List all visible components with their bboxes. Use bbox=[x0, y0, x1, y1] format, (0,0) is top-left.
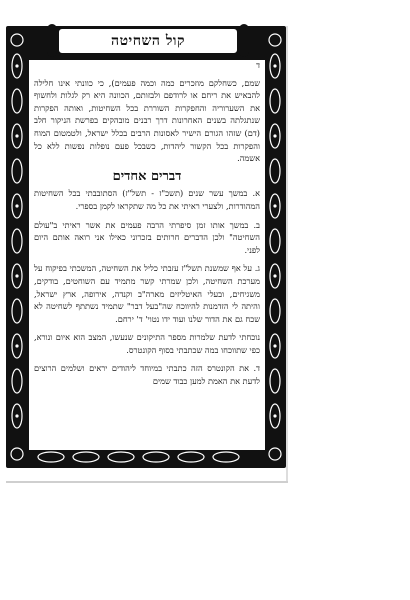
intro-paragraph: שמם, כשחלקם מוזכרים כמה וכמה פעמים), כי כוונתי אינו חלילה להבאיש את ריחם או לרודפם ולבזותם, הכוונה היא רק לגלות ולחשוף את השערוריה והחפקרות השוררת בכל השחיטות, ואותה הפקרות שנתגלתה בשנים האחרונות דרך רבנים מובהקים בפרשת הניקור חלב (דם) שזהו הגורם הישיר לאסונות הרבים בכלל ישראל, ולטמטום המוח והפקרות בכל הקשור ליהדות, כשבכל פעם נופלות נפשות ללא כל אשמה. bbox=[34, 77, 260, 164]
item-note: נוכחתי לדעת שלמרות מספר התיקונים שנעשו, המצב הוא איום ונורא, כפי שתווכחו במה שכתבתי בסוף הקונטרס. bbox=[34, 332, 260, 355]
bottom-ornaments bbox=[38, 452, 239, 462]
section-heading: דברים אחדים bbox=[112, 168, 182, 184]
ornamental-border bbox=[6, 26, 286, 468]
item-c: ג. על אף שמשנת תשל"ז עזבתי כליל את השחיטה, המשכתי בפיקוח על מערכת השחיטה, ולכן שמרתי קשר מתמיד עם השוחטים, בודקים, משגיחים, ובעלי האיטליזים מארה"ב וקנדה, אירופה, ארץ ישראל, והיתה לי הזדמנות להיווכח שה"בעל דבר" שתמיד נשתתף לשחיטה לא שכח גם את הדור שלנו ועוד ידו נטוי' ד' ירחם. bbox=[34, 263, 260, 324]
page-title: קול השחיטה bbox=[111, 32, 185, 49]
item-a: א. במשך עשר שנים (תשכ"ז - תשל"ז) הסתובבתי בכל השחיטות המהודרות, ולצערי ראיתי את כל מה שתקראו לקמן בספרי. bbox=[34, 188, 260, 211]
item-b: ב. במשך אותו זמן סיפרתי הרבה פעמים את אשר ראיתי ב"עולם השחיטה" ולכן הדברים חרותים בזכרוני כאילו אני רואה אותם היום לפני. bbox=[34, 219, 260, 255]
page-number: ד bbox=[256, 61, 260, 70]
page-edge-shadow bbox=[286, 26, 288, 482]
text-body bbox=[29, 60, 265, 450]
left-ornaments bbox=[12, 54, 22, 428]
title-scroll-banner bbox=[58, 28, 238, 54]
right-ornaments bbox=[270, 54, 280, 428]
page-bottom-edge bbox=[6, 481, 288, 483]
item-d: ד. את הקונטרס הזה כתבתי במיוחד ליהודים יראים ושלמים הרוצים לדעת את האמת למען כבוד שמים bbox=[34, 363, 260, 387]
